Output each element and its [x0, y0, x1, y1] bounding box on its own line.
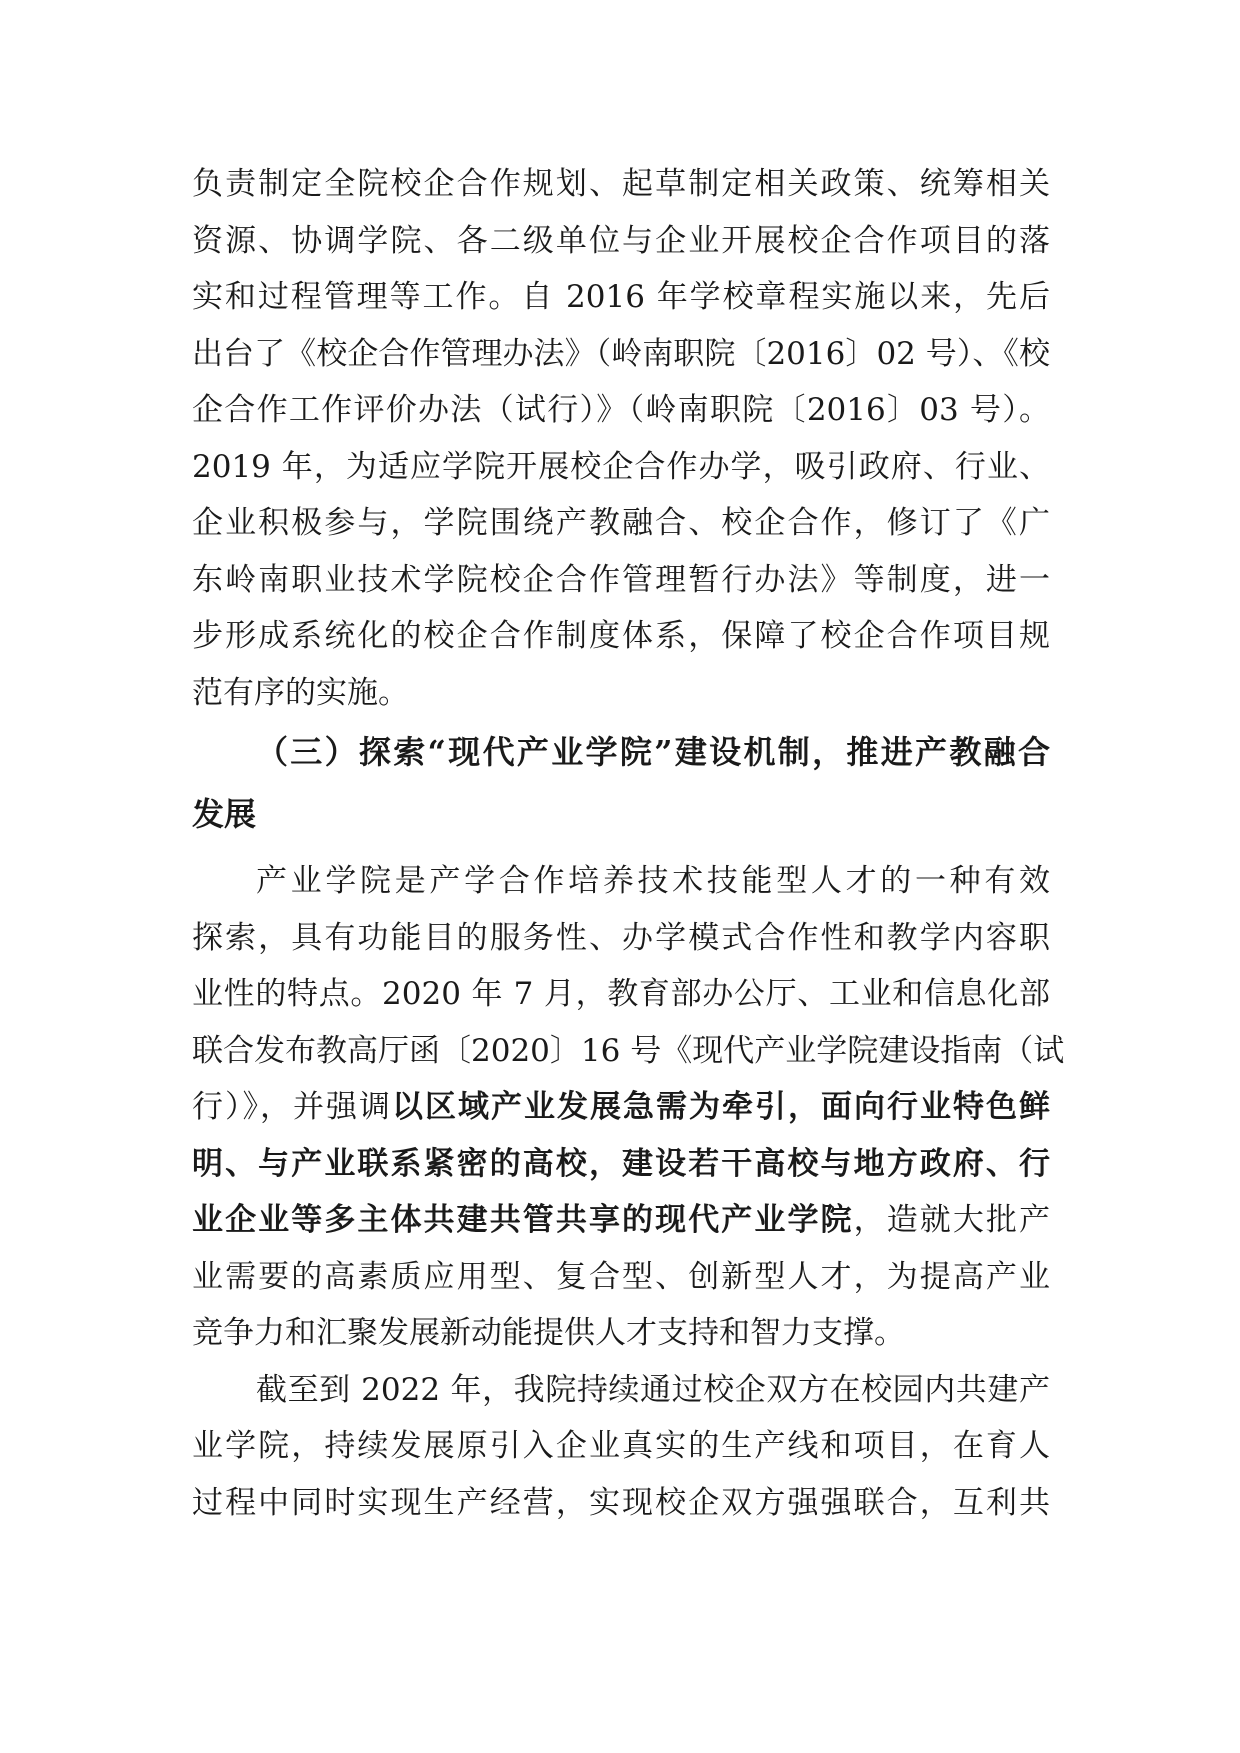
text-line: 范有序的实施。 [192, 674, 409, 711]
text-line: 东岭南职业技术学院校企合作管理暂行办法》等制度，进一 [192, 561, 1050, 598]
paragraph-2022-progress [192, 1362, 1050, 1532]
text-line: 业学院，持续发展原引入企业真实的生产线和项目，在育人 [192, 1428, 1050, 1464]
heading-line: （三）探索“现代产业学院”建设机制，推进产教融合 [256, 733, 1050, 771]
text-line: 过程中同时实现生产经营，实现校企双方强强联合，互利共 [192, 1484, 1050, 1521]
text-line: 竞争力和汇聚发展新动能提供人才支持和智力支撑。 [192, 1315, 905, 1351]
text-normal: ，造就大批产 [853, 1202, 1051, 1238]
text-line: 出台了《校企合作管理办法》（岭南职院〔2016〕02 号）、《校 [192, 335, 1050, 372]
heading-line: 发展 [192, 795, 257, 833]
text-line: 企合作工作评价办法（试行）》（岭南职院〔2016〕03 号）。 [192, 392, 1050, 428]
paragraph-industry-college [192, 853, 1065, 1362]
text-line: 实和过程管理等工作。自 2016 年学校章程实施以来，先后 [192, 279, 1050, 315]
text-line: 截至到 2022 年，我院持续通过校企双方在校园内共建产 [256, 1371, 1050, 1408]
text-line-mixed [192, 1192, 1050, 1249]
text-line: 业性的特点。2020 年 7 月，教育部办公厅、工业和信息化部 [192, 976, 1050, 1012]
text-line: 探索，具有功能目的服务性、办学模式合作性和教学内容职 [192, 919, 1050, 956]
text-line: 步形成系统化的校企合作制度体系，保障了校企合作项目规 [192, 618, 1050, 654]
text-normal: 行）》，并强调 [192, 1089, 392, 1125]
text-emphasis-line: 明、与产业联系紧密的高校，建设若干高校与地方政府、行 [192, 1145, 1050, 1182]
text-line: 资源、协调学院、各二级单位与企业开展校企合作项目的落 [192, 222, 1050, 259]
section-heading-3 [192, 721, 1050, 845]
text-line-mixed [192, 1079, 1050, 1136]
text-line: 联合发布教高厅函〔2020〕16 号《现代产业学院建设指南（试 [192, 1032, 1065, 1069]
text-line: 产业学院是产学合作培养技术技能型人才的一种有效 [256, 863, 1050, 899]
text-emphasis: 以区域产业发展急需为牵引，面向行业特色鲜 [392, 1089, 1050, 1125]
text-line: 业需要的高素质应用型、复合型、创新型人才，为提高产业 [192, 1258, 1050, 1295]
text-line: 2019 年，为适应学院开展校企合作办学，吸引政府、行业、 [192, 448, 1050, 485]
paragraph-system-regulations [192, 156, 1050, 721]
document-page [192, 156, 1065, 1531]
text-emphasis: 业企业等多主体共建共管共享的现代产业学院 [192, 1202, 854, 1238]
text-line: 负责制定全院校企合作规划、起草制定相关政策、统筹相关 [192, 166, 1050, 202]
text-line: 企业积极参与，学院围绕产教融合、校企合作，修订了《广 [192, 505, 1050, 541]
